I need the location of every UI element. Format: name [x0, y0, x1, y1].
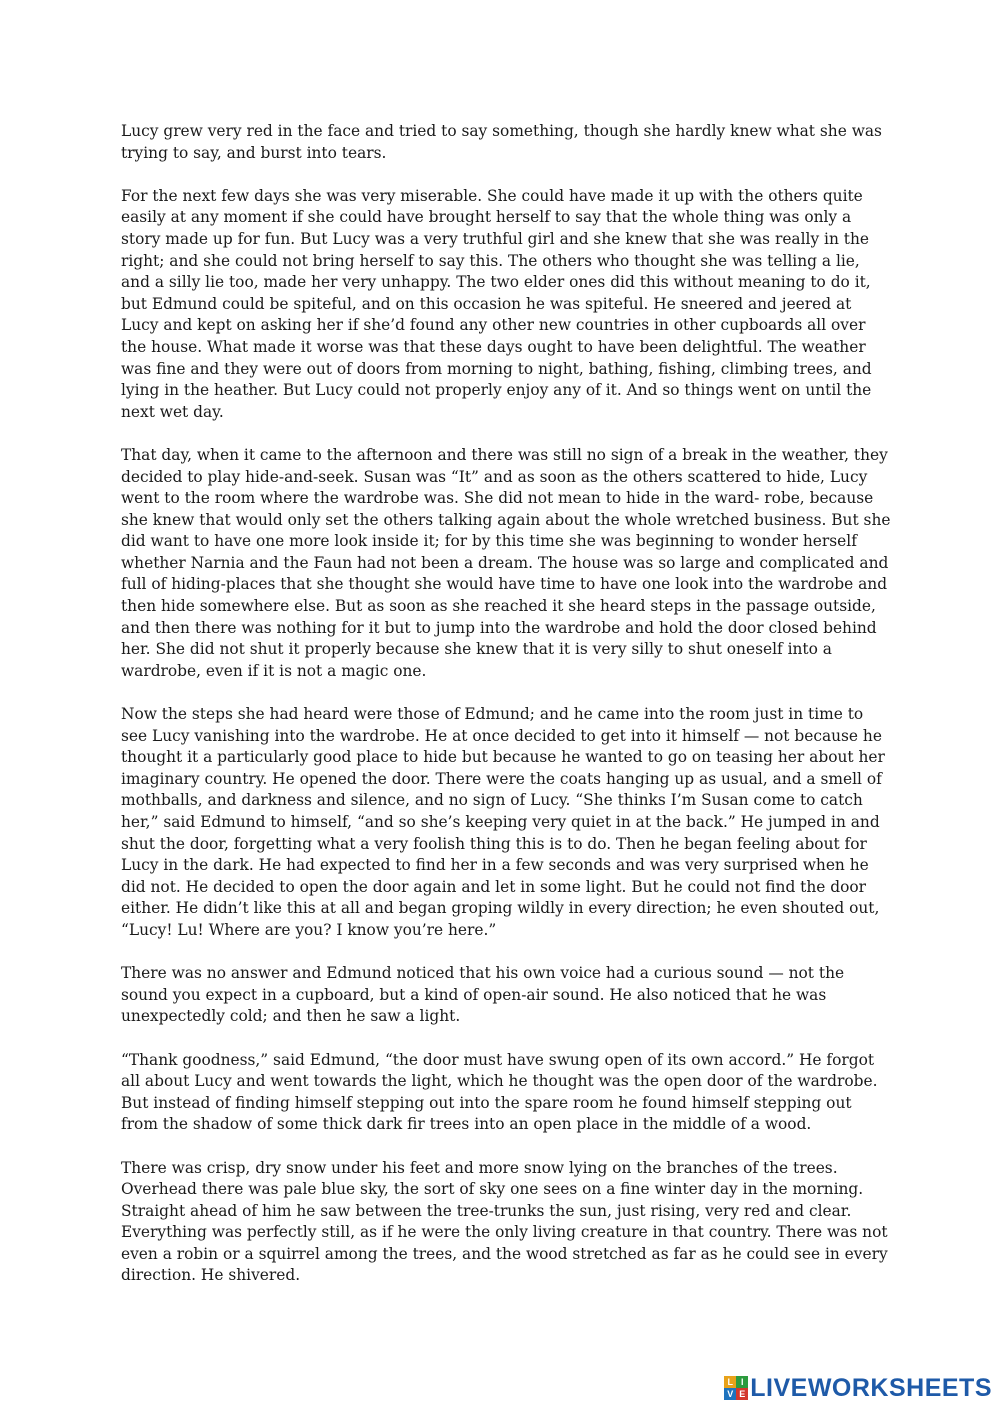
liveworksheets-brand[interactable] [724, 1373, 992, 1403]
logo-cell-l: L [724, 1376, 736, 1388]
paragraph-7: There was crisp, dry snow under his feet and more snow lying on the branches of the trees. Overhead there was pale blue sky, the sort of sky one sees on a fine winter day in the morning. Straight ahead of him he saw between the tree-trunks the sun, just rising, very red and clear. Everything was perfectly still, as if he were the only living creature in that country. There was not even a robin or a squirrel among the trees, and the wood stretched as far as he could see in every direction. He shivered. [121, 1158, 888, 1285]
liveworksheets-logo-icon [724, 1376, 748, 1400]
logo-cell-v: V [724, 1388, 736, 1400]
paragraph-4: Now the steps she had heard were those of Edmund; and he came into the room just in time to see Lucy vanishing into the wardrobe. He at once decided to get into it himself — not because he thought it a particularly good place to hide but because he wanted to go on teasing her about her imaginary country. He opened the door. There were the coats hanging up as usual, and a smell of mothballs, and darkness and silence, and no sign of Lucy. “She thinks I’m Susan come to catch her,” said Edmund to himself, “and so she’s keeping very quiet in at the back.” He jumped in and shut the door, forgetting what a very foolish thing this is to do. Then he began feeling about for Lucy in the dark. He had expected to find her in a few seconds and was very surprised when he did not. He decided to open the door again and let in some light. But he could not find the door either. He didn’t like this at all and began groping wildly in every direction; he even shouted out, “Lucy! Lu! Where are you? I know you’re here.” [121, 705, 885, 939]
logo-cell-i: I [736, 1376, 748, 1388]
brand-wordmark: LIVEWORKSHEETS [750, 1374, 992, 1402]
paragraph-2: For the next few days she was very miserable. She could have made it up with the others quite easily at any moment if she could have brought herself to say that the whole thing was only a story made up for fun. But Lucy was a very truthful girl and she knew that she was really in the right; and she could not bring herself to say this. The others who thought she was telling a lie, and a silly lie too, made her very unhappy. The two elder ones did this without meaning to do it, but Edmund could be spiteful, and on this occasion he was spiteful. He sneered and jeered at Lucy and kept on asking her if she’d found any other new countries in other cupboards all over the house. What made it worse was that these days ought to have been delightful. The weather was fine and they were out of doors from morning to night, bathing, fishing, climbing trees, and lying in the heather. But Lucy could not properly enjoy any of it. And so things went on until the next wet day. [121, 186, 872, 421]
logo-cell-e: E [736, 1388, 748, 1400]
story-text [121, 121, 891, 1309]
paragraph-6: “Thank goodness,” said Edmund, “the door must have swung open of its own accord.” He forgot all about Lucy and went towards the light, which he thought was the open door of the wardrobe. But instead of finding himself stepping out into the spare room he found himself stepping out from the shadow of some thick dark fir trees into an open place in the middle of a wood. [121, 1050, 878, 1134]
paragraph-3: That day, when it came to the afternoon and there was still no sign of a break in the weather, they decided to play hide-and-seek. Susan was “It” and as soon as the others scattered to hide, Lucy went to the room where the wardrobe was. She did not mean to hide in the ward- robe, because she knew that would only set the others talking again about the whole wretched business. But she did want to have one more look inside it; for by this time she was beginning to wonder herself whether Narnia and the Faun had not been a dream. The house was so large and complicated and full of hiding-places that she thought she would have time to have one look into the wardrobe and then hide somewhere else. But as soon as she reached it she heard steps in the passage outside, and then there was nothing for it but to jump into the wardrobe and hold the door closed behind her. She did not shut it properly because she knew that it is very silly to shut oneself into a wardrobe, even if it is not a magic one. [121, 445, 891, 680]
paragraph-5: There was no answer and Edmund noticed that his own voice had a curious sound — not the sound you expect in a cupboard, but a kind of open-air sound. He also noticed that he was unexpectedly cold; and then he saw a light. [121, 964, 845, 1026]
paragraph-1: Lucy grew very red in the face and tried to say something, though she hardly knew what she was trying to say, and burst into tears. [121, 122, 882, 162]
